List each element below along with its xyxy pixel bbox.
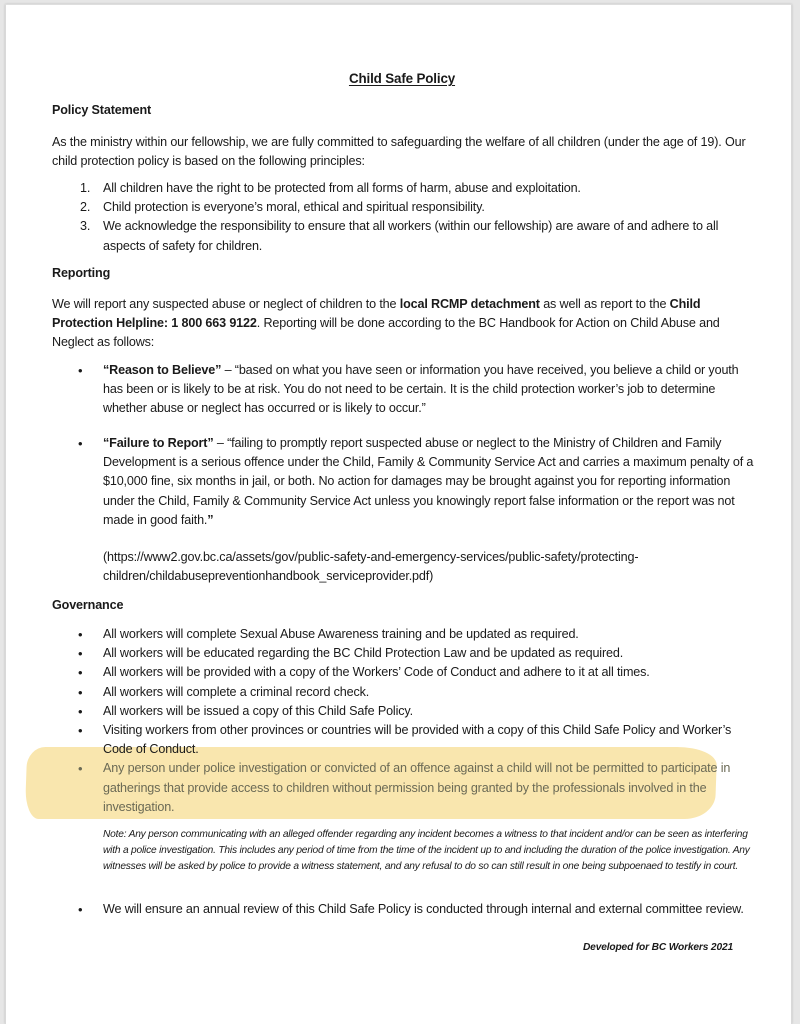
footer-credit: Developed for BC Workers 2021	[582, 942, 733, 953]
reporting-list	[52, 361, 754, 419]
reporting-item-text: – “based on what you have seen or information you have received, you believe a child or youth has been or is likely to be at risk. You do not need to be certain. It is the child protection worker’s job to determine whether abuse or neglect has occurred or is likely to occur.”	[103, 363, 739, 416]
reporting-item	[52, 434, 754, 530]
principle-text: We acknowledge the responsibility to ensure that all workers (within our fellowship) are aware of and adhere to all aspects of safety for children.	[103, 219, 719, 253]
bullet-icon: •	[78, 703, 83, 719]
governance-item-text: Any person under police investigation or convicted of an offence against a child will not be permitted to participate in gatherings that provide access to children without permission being granted by the professionals involved in the investigation.	[103, 761, 731, 814]
reporting-intro-text: . Reporting will be done according to the BC Handbook for Action on Child Abuse and Neglect as follows:	[52, 316, 720, 350]
document-title: Child Safe Policy	[348, 71, 456, 86]
reporting-item	[52, 361, 754, 419]
helpline-text: Child Protection Helpline: 1 800 663 9122	[52, 297, 701, 331]
governance-item	[52, 702, 754, 721]
governance-item	[52, 721, 754, 759]
principle-item	[52, 179, 752, 198]
bullet-icon: •	[78, 902, 83, 917]
governance-item	[52, 644, 754, 663]
governance-item-highlighted	[52, 759, 754, 817]
principles-list	[52, 179, 752, 256]
governance-item-text: All workers will be educated regarding the BC Child Protection Law and be updated as required.	[103, 646, 624, 661]
governance-item-text: All workers will be provided with a copy of the Workers’ Code of Conduct and adhere to it at all times.	[103, 665, 650, 680]
reporting-intro-text: as well as report to the	[539, 297, 670, 311]
bullet-icon: •	[78, 665, 83, 681]
governance-item-text: All workers will be issued a copy of this Child Safe Policy.	[103, 703, 413, 718]
governance-note: Note: Any person communicating with an alleged offender regarding any incident becomes a witness to that incident and/or can be seen as interfering with a police investigation. This includes any period of time from the time of the incident up to and including the duration of the police investigation. Any witnesses will be asked by police to provide a witness statement, and any refusal to do so can still result in one being subpoenaed to testify in court.	[103, 829, 750, 872]
document-page	[5, 4, 792, 1024]
bullet-icon: •	[78, 363, 83, 378]
bullet-icon: •	[78, 627, 83, 642]
list-number: 2.	[80, 200, 91, 215]
term-reason-to-believe: “Reason to Believe”	[103, 363, 222, 377]
bullet-icon: •	[78, 684, 83, 700]
governance-item-text: All workers will complete a criminal record check.	[103, 684, 370, 699]
principle-text: All children have the right to be protected from all forms of harm, abuse and exploitation.	[103, 181, 581, 195]
governance-item-text: Visiting workers from other provinces or countries will be provided with a copy of this Child Safe Policy and Worker’s Code of Conduct.	[103, 723, 732, 757]
governance-list-final	[52, 900, 754, 919]
governance-item	[52, 683, 754, 702]
source-url-text: (https://www2.gov.bc.ca/assets/gov/public-safety-and-emergency-services/public-safety/protecting-children/childabusepreventionhandbook_serviceprovider.pdf)	[103, 550, 639, 584]
bullet-icon: •	[78, 436, 83, 451]
list-number: 1.	[80, 181, 91, 195]
bullet-icon: •	[78, 646, 83, 662]
closing-quote: ”	[207, 512, 214, 527]
bullet-icon: •	[78, 761, 83, 777]
reporting-item-text: – “failing to promptly report suspected abuse or neglect to the Ministry of Children and Family Development is a serious offence under the Child, Family & Community Service Act and carries a maximum penalty of a $10,000 fine, six months in jail, or both. No action for damages may be brought against you for reporting information under the Child, Family & Community Service Act unless you knowingly report false information or the report was not made in good faith.	[103, 436, 754, 527]
principle-text: Child protection is everyone’s moral, ethical and spiritual responsibility.	[103, 200, 485, 215]
governance-item-text: All workers will complete Sexual Abuse Awareness training and be updated as required.	[103, 627, 579, 641]
term-failure-to-report: “Failure to Report”	[103, 436, 214, 450]
principle-item	[52, 217, 752, 255]
governance-list	[52, 625, 754, 817]
reporting-intro-text: We will report any suspected abuse or neglect of children to the	[52, 297, 400, 311]
governance-item	[52, 900, 754, 919]
heading-governance: Governance	[52, 598, 124, 612]
list-number: 3.	[80, 219, 91, 234]
heading-policy-statement: Policy Statement	[52, 103, 152, 117]
bullet-icon: •	[78, 723, 83, 739]
governance-item	[52, 663, 754, 682]
reporting-list	[52, 434, 754, 530]
principle-item	[52, 198, 752, 217]
governance-item-text: We will ensure an annual review of this Child Safe Policy is conducted through internal and external committee review.	[103, 902, 744, 916]
governance-item	[52, 625, 754, 644]
reporting-intro	[52, 295, 752, 353]
policy-statement-intro: As the ministry within our fellowship, we are fully committed to safeguarding the welfare of all children (under the age of 19). Our child protection policy is based on the following principles:	[52, 135, 746, 169]
heading-reporting: Reporting	[52, 266, 111, 280]
rcmp-detachment-text: local RCMP detachment	[399, 297, 540, 311]
